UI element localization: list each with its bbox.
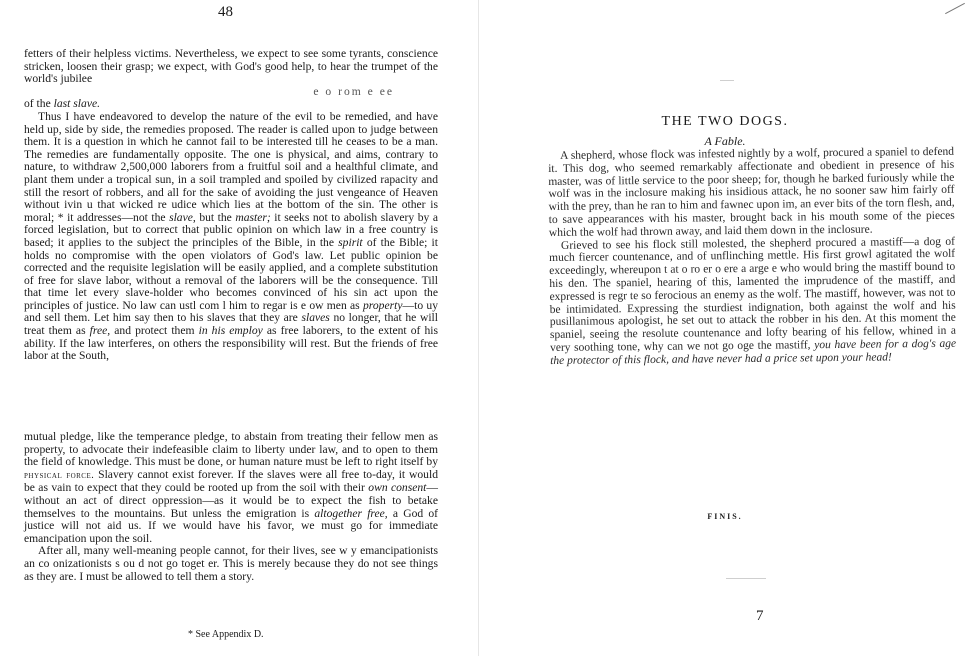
paragraph: mutual pledge, like the temperance pledge, to abstain from treating their fellow men as property, to advocate their indefeasible claim to liberty under law, and to open to them the field of knowledge. This must be done, or human nature must be left to right itself by physical force. Slavery cannot exist forever. If the slaves were all free to-day, it would be as vain to expect that they could be rooted up from the soil with their own consent—without an act of direct oppression—as it would be to expect the fish to betake themselves to the mountains. But unless the emigration is altogether free, a God of justice will not aid us. If we would have his favor, we must go for immediate emancipation upon the soil. — [24, 430, 438, 545]
story-title: THE TWO DOGS. — [661, 114, 789, 129]
faint-mark — [720, 80, 734, 81]
pencil-mark — [945, 3, 965, 14]
text-block-lower — [24, 431, 438, 583]
paragraph: fetters of their helpless victims. Nevertheless, we expect to see some tyrants, conscience stricken, loosen their grasp; we expect, with God's good help, to hear the trumpet of the world's jubilee — [24, 47, 438, 86]
left-page — [0, 0, 470, 656]
book-gutter — [478, 0, 479, 656]
faded-line: e o rom e ee — [313, 84, 394, 98]
footnote: * See Appendix D. — [188, 629, 264, 640]
paragraph: Grieved to see his flock still molested, the shepherd procured a mastiff—a dog of much fiercer countenance, and of unflinching mettle. His first growl agitated the wolf exceedingly, whereupon t at o ro er o ere a arge e who would bring the mastiff bound to his den. The spaniel, hearing of this, lamented the imprudence of the mastiff, and expressed is regr te so ferocious an enemy as the wolf. The mastiff, however, was not to be intimidated. Expressing the sturdiest indignation, both against the wolf and his pusillanimous apologist, he set out to attack the robber in his den. At this moment the spaniel, seeing the resolute countenance and lofty bearing of his fellow, whined in a very soothing tone, why can we not go oge the mastiff, you have been for a dog's age the protector of this flock, and have never had a price set upon your head! — [549, 235, 957, 367]
paragraph: of the last slave. — [24, 97, 101, 111]
story-subtitle: A Fable. — [704, 134, 746, 148]
right-page — [490, 0, 980, 656]
story-text — [548, 146, 956, 368]
paragraph: After all, many well-meaning people cannot, for their lives, see w y emancipationists an co onizationists s ou d not go toget er. This is merely because they do not see things as they are. I must be allowed to tell them a story. — [24, 544, 438, 583]
text-block-upper — [24, 48, 438, 363]
finis-mark: FINIS. — [707, 512, 743, 521]
paragraph: A shepherd, whose flock was infested nightly by a wolf, procured a spaniel to defend it. This dog, who seemed remarkably affectionate and obedient in presence of his master, was of little service to the poor sheep; for, though he barked furiously while the wolf was in the inclosure making his insidious attack, he no sooner saw him fairly off with the prey, than he ran to him and fawnec upon im, an ever bits of the torn flesh, and, to save appearances with his master, brought back in his mouth some of the pieces which the wolf had thrown away, and laid them down in the inclosure. — [548, 145, 955, 239]
page-number-right: 7 — [756, 608, 764, 624]
paragraph: Thus I have endeavored to develop the nature of the evil to be remedied, and have held up, side by side, the remedies proposed. The reader is called upon to judge between them. It is a question in which he cannot fail to be interested till he ceases to be a man. The remedies are fundamentally opposite. The one is physical, and aims, contrary to nature, to withdraw 2,500,000 laborers from a fruitful soil and a healthful climate, and plant them under a tropical sun, in a soil trampled and spoiled by civilized rapacity and still the resort of robbers, and all for the sake of avoiding the just vengeance of Heaven without ivin u that wicked re udice which lies at the bottom of the sin. The other is moral; * it addresses—not the slave, but the master; it seeks not to abolish slavery by a forced legislation, but to correct that public opinion on which law in a free country is based; it applies to the subject the principles of the Bible, in the spirit of the Bible; it holds no compromise with the open violators of God's law. Let public opinion be corrected and the requisite legislation will be easily applied, and a complete substitution of free for slave labor, without a removal of the laborers will be the consequence. Till that time let every slave-holder who becomes convinced of his sin act upon the principles of justice. No law can ustl com l him to regar is e ow men as property—to uy and sell them. Let him say then to his slaves that they are slaves no longer, that he will treat them as free, and protect them in his employ as free laborers, to the extent of his ability. If the law interferes, on others the responsibility will rest. But the friends of free labor at the South, — [24, 109, 439, 363]
page-number-left: 48 — [218, 4, 233, 20]
faint-mark — [726, 578, 766, 579]
